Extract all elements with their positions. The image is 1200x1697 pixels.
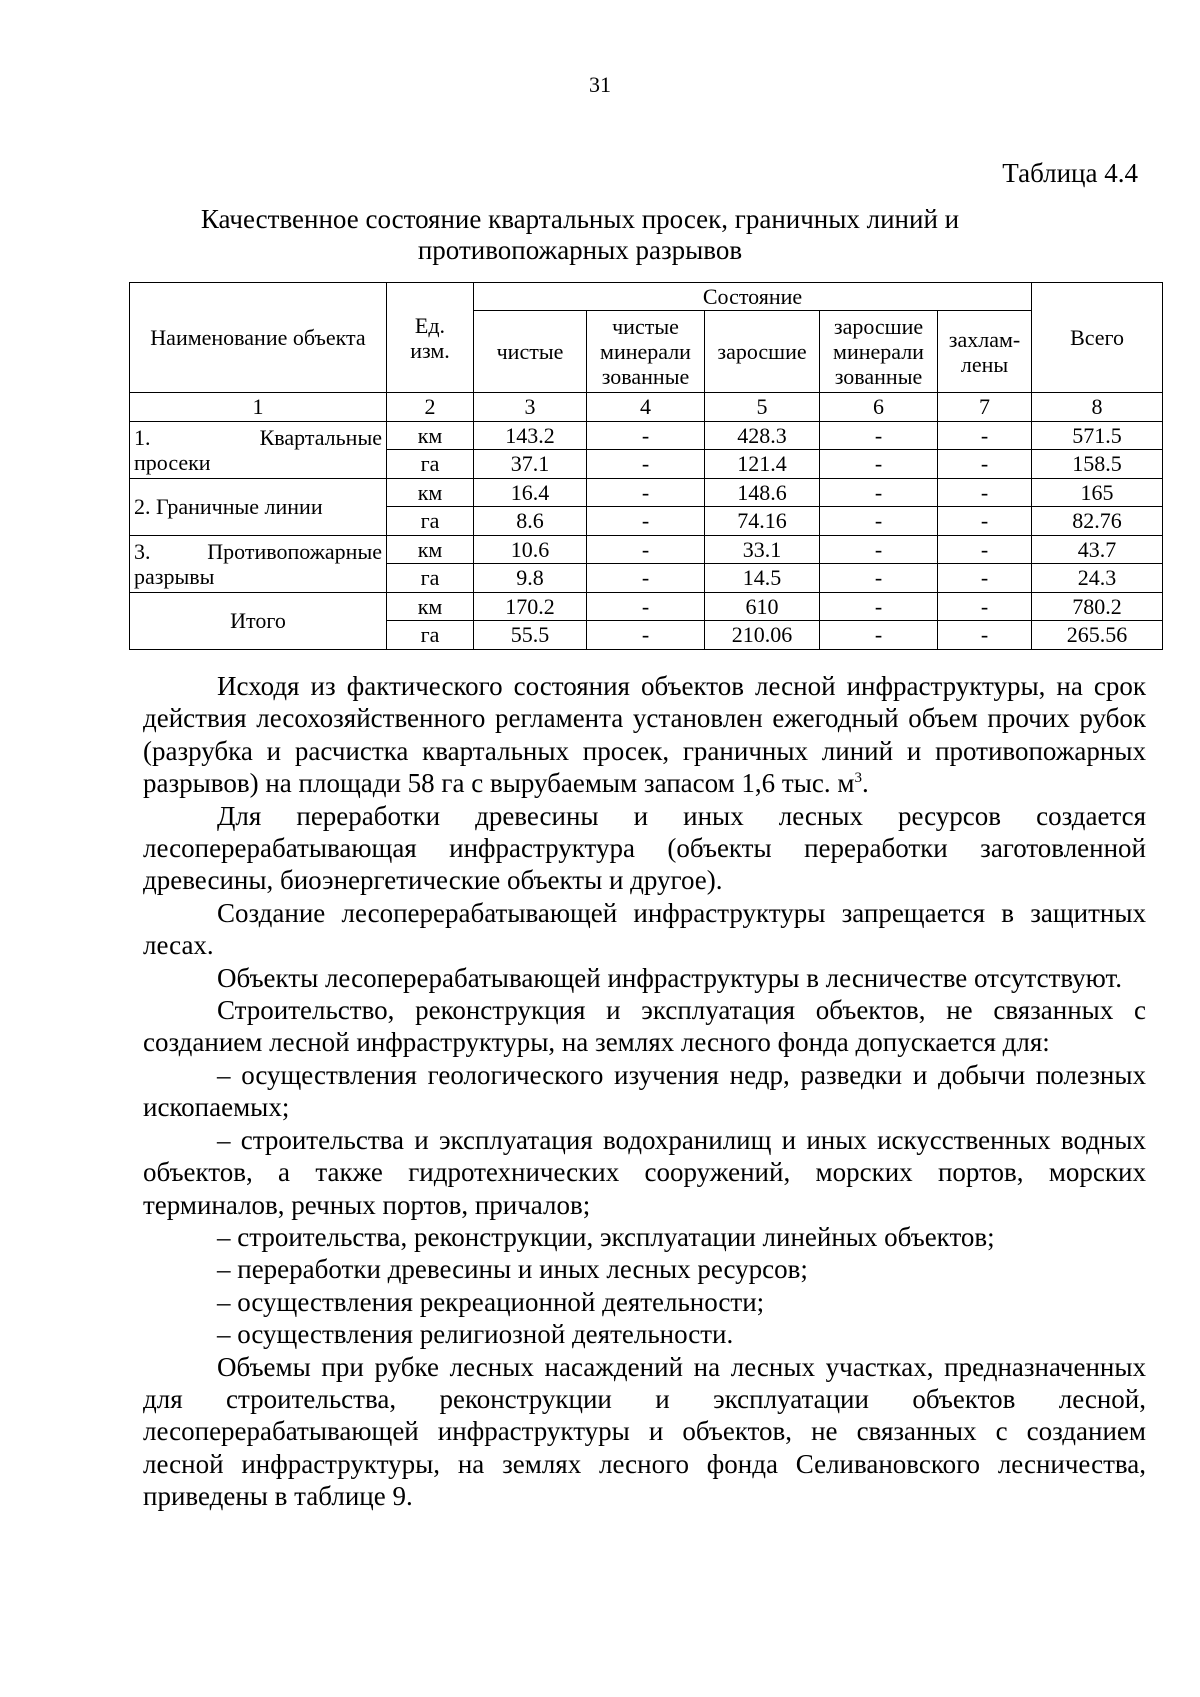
cell-overgrown: 33.1: [705, 535, 820, 564]
list-item: – осуществления геологического изучения недр, разведки и добычи полезных ископаемых;: [143, 1059, 1146, 1123]
list-item: – осуществления рекреационной деятельности;: [217, 1286, 765, 1317]
cell-clean-mineralized: -: [587, 507, 705, 536]
header-cluttered-line2: лены: [960, 351, 1009, 377]
header-clean-min-line3: зованные: [601, 364, 690, 389]
cell-unit: км: [387, 478, 474, 507]
header-overgrown-mineralized: [820, 311, 938, 393]
cell-overgrown: 74.16: [705, 507, 820, 536]
cell-clean-mineralized: -: [587, 450, 705, 479]
header-unit-line2: изм.: [410, 337, 450, 363]
header-total: Всего: [1032, 283, 1163, 393]
column-number: 2: [387, 393, 474, 422]
header-clean-min-line2: минерали: [600, 339, 691, 364]
table-title-line1: Качественное состояние квартальных просек, граничных линий и: [200, 204, 960, 234]
paragraph: Исходя из фактического состояния объектов лесной инфраструктуры, на срок действия лесохозяйственного регламента установлен ежегодный объем прочих рубок (разрубка и расчистка квартальных просек, граничных линий и противопожарных разрывов) на площади 58 га с вырубаемым запасом 1,6 тыс. $м^3$.: [143, 671, 1146, 799]
cell-overgrown: 610: [705, 592, 820, 621]
cell-clean: 55.5: [474, 621, 587, 650]
paragraph: Создание лесоперерабатывающей инфраструктуры запрещается в защитных лесах.: [143, 897, 1146, 961]
table-row: [130, 535, 1163, 564]
cell-clean-mineralized: -: [587, 592, 705, 621]
cell-clean: 37.1: [474, 450, 587, 479]
cell-unit: га: [387, 507, 474, 536]
row-name-line1: 1. Квартальные: [134, 424, 382, 450]
cell-total: 265.56: [1032, 621, 1163, 650]
column-number: 4: [587, 393, 705, 422]
table-title: [130, 204, 1030, 266]
cell-clean-mineralized: -: [587, 621, 705, 650]
paragraph: Строительство, реконструкция и эксплуатация объектов, не связанных с созданием лесной инфраструктуры, на землях лесного фонда допускается для:: [143, 995, 1146, 1058]
column-number: 3: [474, 393, 587, 422]
column-number: 1: [130, 393, 387, 422]
cell-overgrown-mineralized: -: [820, 507, 938, 536]
header-clean-min-line1: чистые: [612, 314, 679, 339]
cell-unit: га: [387, 564, 474, 593]
row-name-line1: 3. Противопожарные: [134, 538, 382, 564]
list-item: – строительства и эксплуатация водохранилищ и иных искусственных водных объектов, а также гидротехнических сооружений, морских портов, морских терминалов, речных портов, причалов;: [143, 1124, 1146, 1220]
header-over-min-line3: зованные: [834, 364, 923, 389]
cell-cluttered: -: [938, 535, 1032, 564]
cell-cluttered: -: [938, 421, 1032, 450]
header-clean: чистые: [474, 311, 587, 393]
cell-cluttered: -: [938, 507, 1032, 536]
cell-cluttered: -: [938, 478, 1032, 507]
paragraph: Объекты лесоперерабатывающей инфраструктуры в лесничестве отсутствуют.: [217, 962, 1123, 993]
cell-overgrown: 14.5: [705, 564, 820, 593]
cell-overgrown-mineralized: -: [820, 621, 938, 650]
cell-total: 780.2: [1032, 592, 1163, 621]
row-name-quarter-clearings: [130, 421, 387, 478]
superscript: 3: [854, 770, 862, 787]
cell-overgrown: 428.3: [705, 421, 820, 450]
table-row: [130, 421, 1163, 450]
table-row: [130, 478, 1163, 507]
cell-total: 571.5: [1032, 421, 1163, 450]
header-cluttered-line1: захлам-: [948, 326, 1021, 352]
list-item: – строительства, реконструкции, эксплуатации линейных объектов;: [217, 1221, 995, 1252]
column-number: 7: [938, 393, 1032, 422]
table-title-line2: противопожарных разрывов: [417, 235, 743, 265]
cell-clean-mineralized: -: [587, 535, 705, 564]
cell-cluttered: -: [938, 564, 1032, 593]
cell-clean: 10.6: [474, 535, 587, 564]
cell-overgrown-mineralized: -: [820, 535, 938, 564]
header-name: Наименование объекта: [130, 283, 387, 393]
header-state: Состояние: [474, 283, 1032, 311]
header-clean-mineralized: [587, 311, 705, 393]
row-name-line2: разрывы: [134, 563, 215, 589]
cell-clean-mineralized: -: [587, 478, 705, 507]
cell-cluttered: -: [938, 450, 1032, 479]
cell-cluttered: -: [938, 592, 1032, 621]
cell-overgrown-mineralized: -: [820, 564, 938, 593]
paragraph: Для переработки древесины и иных лесных ресурсов создается лесоперерабатывающая инфраструктура (объекты переработки заготовленной древесины, биоэнергетические объекты и другое).: [143, 800, 1146, 896]
cell-total: 82.76: [1032, 507, 1163, 536]
cell-unit: га: [387, 450, 474, 479]
cell-total: 24.3: [1032, 564, 1163, 593]
list-item: – осуществления религиозной деятельности.: [217, 1319, 734, 1350]
header-overgrown: заросшие: [705, 311, 820, 393]
cell-total: 165: [1032, 478, 1163, 507]
cell-overgrown-mineralized: -: [820, 450, 938, 479]
body-text: [143, 670, 1146, 1513]
cell-overgrown: 210.06: [705, 621, 820, 650]
paragraph: Объемы при рубке лесных насаждений на лесных участках, предназначенных для строительства, реконструкции и эксплуатации объектов лесной, лесоперерабатывающей инфраструктуры и объектов, не связанных с созданием лесной инфраструктуры, на землях лесного фонда Селивановского лесничества, приведены в таблице 9.: [143, 1351, 1146, 1512]
row-name-boundary-lines: 2. Граничные линии: [130, 478, 387, 535]
cell-unit: км: [387, 421, 474, 450]
header-over-min-line1: заросшие: [833, 314, 924, 339]
table-row: [130, 592, 1163, 621]
cell-clean: 16.4: [474, 478, 587, 507]
column-numbers-row: [130, 393, 1163, 422]
row-name-total: Итого: [130, 592, 387, 649]
column-number: 6: [820, 393, 938, 422]
cell-overgrown-mineralized: -: [820, 478, 938, 507]
cell-unit: км: [387, 535, 474, 564]
cell-total: 43.7: [1032, 535, 1163, 564]
cell-clean: 170.2: [474, 592, 587, 621]
cell-clean: 8.6: [474, 507, 587, 536]
cell-clean: 143.2: [474, 421, 587, 450]
header-unit-line1: Ед.: [414, 312, 446, 338]
cell-unit: км: [387, 592, 474, 621]
cell-clean-mineralized: -: [587, 564, 705, 593]
row-name-line2: просеки: [134, 449, 211, 475]
cell-total: 158.5: [1032, 450, 1163, 479]
cell-overgrown-mineralized: -: [820, 592, 938, 621]
header-over-min-line2: минерали: [833, 339, 924, 364]
data-table: [129, 282, 1163, 650]
header-unit: [387, 283, 474, 393]
cell-clean: 9.8: [474, 564, 587, 593]
cell-overgrown: 148.6: [705, 478, 820, 507]
list-item: – переработки древесины и иных лесных ресурсов;: [217, 1254, 808, 1285]
table-label: Таблица 4.4: [1002, 158, 1138, 188]
row-name-firebreaks: [130, 535, 387, 592]
cell-unit: га: [387, 621, 474, 650]
cell-clean-mineralized: -: [587, 421, 705, 450]
column-number: 5: [705, 393, 820, 422]
cell-cluttered: -: [938, 621, 1032, 650]
cell-overgrown: 121.4: [705, 450, 820, 479]
header-cluttered: [938, 311, 1032, 393]
column-number: 8: [1032, 393, 1163, 422]
page-number: 31: [589, 72, 611, 97]
cell-overgrown-mineralized: -: [820, 421, 938, 450]
